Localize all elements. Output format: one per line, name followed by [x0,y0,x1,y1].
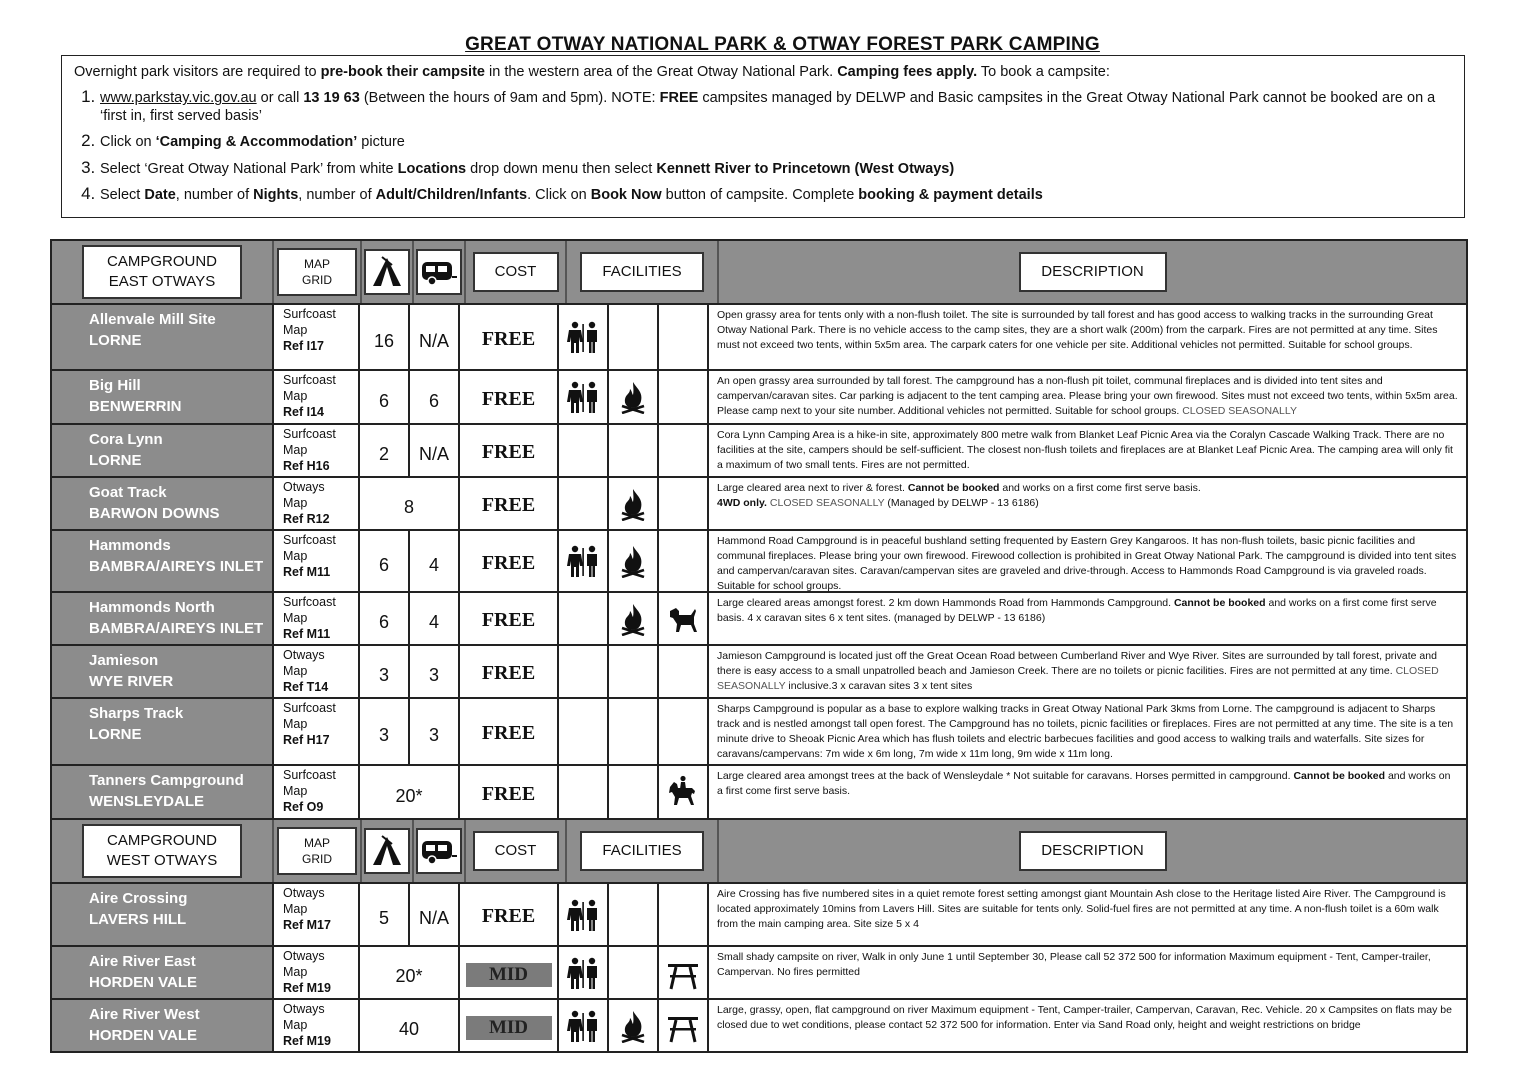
header-map-grid: MAP GRID [277,827,357,875]
caravan-sites: N/A [408,884,458,945]
tent-sites: 6 [358,531,408,591]
table-row [52,478,1466,531]
table-row [52,531,1466,593]
description: An open grassy area surrounded by tall forest. The campground has a non-flush pit toilet, communal fireplaces and is divided into tent sites and campervan/caravan sites. Car parking is adjacent to the tent camping area. Please bring your own firewood. Sites must not exceed two tents, within 5x5m area. Please camp next to your site number. Additional vehicles not permitted. Suitable for school groups. CLOSED SEASONALLY [707,371,1466,423]
campground-name: Tanners Campground WENSLEYDALE [52,766,272,818]
header-campground: CAMPGROUND WEST OTWAYS [82,824,242,878]
caravan-sites: 4 [408,531,458,591]
toilet-icon [566,320,600,354]
total-sites: 20* [358,947,458,998]
cost-value: MID [466,963,552,987]
header-west [52,820,1466,884]
picnic-table-icon [666,1009,700,1043]
header-facilities: FACILITIES [580,831,704,871]
table-row [52,766,1466,820]
campground-name: Allenvale Mill Site LORNE [52,305,272,369]
step-3: 3. Select ‘Great Otway National Park’ from white Locations drop down menu then select Kennett River to Princetown (West Otways) [100,158,1452,178]
description: Jamieson Campground is located just off the Great Ocean Road between Cumberland River and Wye River. Sites are surrounded by tall forest, private and there is easy access to a small unpatrolled beach and Jamieson Creek. There are no toilets or picnic facilities. Fires are not permitted at any time. CLOSED SEASONALLY inclusive.3 x caravan sites 3 x tent sites [707,646,1466,697]
cost-value: FREE [458,646,557,697]
booking-steps [74,87,1452,204]
tent-sites: 16 [358,305,408,369]
description: Large cleared areas amongst forest. 2 km down Hammonds Road from Hammonds Campground. Cannot be booked and works on a first come first serve basis. 4 x caravan sites 6 x tent sites. (managed by DELWP - 13 6186) [707,593,1466,644]
cost-value: FREE [458,531,557,591]
cost-value: FREE [458,371,557,423]
cost-value: FREE [458,478,557,529]
header-description: DESCRIPTION [1019,252,1167,292]
description: Open grassy area for tents only with a non-flush toilet. The site is surrounded by tall forest and has good access to walking tracks in the surrounding Great Otway National Park. There is no vehicle access to the camp sites, they are a short walk (200m) from the carpark. Fires are not permitted at any time. Sites must not exceed two tents, within 5x5m area. The carpark caters for one vehicle per site. Additional vehicles not permitted. Suitable for school groups. [707,305,1466,369]
total-sites: 8 [358,478,458,529]
map-ref: Surfcoast Map Ref M11 [272,531,358,591]
map-ref: Otways Map Ref T14 [272,646,358,697]
table-row [52,646,1466,699]
map-ref: Surfcoast Map Ref M11 [272,593,358,644]
table-row [52,425,1466,478]
picnic-table-icon [666,956,700,990]
cost-value: FREE [458,305,557,369]
table-row [52,699,1466,766]
header-map-grid: MAP GRID [277,248,357,296]
campground-name: Hammonds BAMBRA/AIREYS INLET [52,531,272,591]
map-ref: Surfcoast Map Ref I14 [272,371,358,423]
campfire-icon [616,1009,650,1043]
caravan-sites: 3 [408,646,458,697]
campground-name: Aire River West HORDEN VALE [52,1000,272,1051]
header-facilities: FACILITIES [580,252,704,292]
description: Aire Crossing has five numbered sites in a quiet remote forest setting amongst giant Mountain Ash close to the Heritage listed Aire River. The Campground is located approximately 10mins from Lavers Hill. Sites are suitable for tents only. Solid-fuel fires are not permitted at any time. A non-flush toilet is a 60m walk from the main camping area. Site size 5 x 4 [707,884,1466,945]
description: Small shady campsite on river, Walk in only June 1 until September 30, Please call 52 372 500 for information Maximum equipment - Tent, Camper-trailer, Campervan. No fires permitted [707,947,1466,998]
header-cost: COST [473,252,559,292]
map-ref: Otways Map Ref M17 [272,884,358,945]
map-ref: Otways Map Ref M19 [272,1000,358,1051]
horse-rider-icon [666,775,700,809]
map-ref: Surfcoast Map Ref H16 [272,425,358,476]
booking-instructions [61,55,1465,218]
map-ref: Otways Map Ref M19 [272,947,358,998]
step-1: 1. www.parkstay.vic.gov.au or call 13 19 63 (Between the hours of 9am and 5pm). NOTE: FREE campsites managed by DELWP and Basic campsites in the Great Otway National Park cannot be booked are on a ‘first in, first served basis’ [100,87,1452,125]
toilet-icon [566,380,600,414]
tent-sites: 3 [358,646,408,697]
header-campground: CAMPGROUND EAST OTWAYS [82,245,242,299]
campground-table [50,239,1468,1053]
header-cost: COST [473,831,559,871]
caravan-icon [416,249,462,295]
booking-link[interactable]: www.parkstay.vic.gov.au [100,90,257,107]
cost-value: FREE [458,699,557,764]
campfire-icon [616,487,650,521]
caravan-icon [416,828,462,874]
cost-value: FREE [458,884,557,945]
description: Hammond Road Campground is in peaceful bushland setting frequented by Eastern Grey Kangaroos. It has non-flush toilets, basic picnic facilities and communal fireplaces. Please bring your own firewood. Firewood collection is prohibited in Great Otway National Park. The campground is divided into tent sites and campervan/caravan sites. Caravan/campervan sites are graveled and drive-through. Access to Hammonds Road Campground is via graveled roads. Suitable for school groups. [707,531,1466,591]
cost-value: FREE [458,425,557,476]
table-row [52,947,1466,1000]
map-ref: Surfcoast Map Ref I17 [272,305,358,369]
table-row [52,305,1466,371]
tent-icon [364,828,410,874]
description: Cora Lynn Camping Area is a hike-in site, approximately 800 metre walk from Blanket Leaf Picnic Area via the Coralyn Cascade Walking Track. There are no facilities at the site, campers should be self-sufficient. The closest non-flush toilets and fireplaces are at Blanket Leaf Picnic Area. The camping area will only fit a maximum of two small tents. Fires are not permitted. [707,425,1466,476]
tent-sites: 6 [358,593,408,644]
table-row [52,1000,1466,1051]
tent-sites: 6 [358,371,408,423]
step-4: 4. Select Date, number of Nights, number of Adult/Children/Infants. Click on Book Now button of campsite. Complete booking & payment details [100,184,1452,204]
description: Large, grassy, open, flat campground on river Maximum equipment - Tent, Camper-trailer, Campervan, Caravan, Rec. Vehicle. 20 x Campsites on flats may be closed due to wet conditions, please contact 52 372 500 for information. Enter via Sand Road only, height and weight restrictions on bridge [707,1000,1466,1051]
description: Large cleared area amongst trees at the back of Wensleydale * Not suitable for caravans. Horses permitted in campground. Cannot be booked and works on a first come first serve basis. [707,766,1466,818]
caravan-sites: 6 [408,371,458,423]
toilet-icon [566,956,600,990]
caravan-sites: 3 [408,699,458,764]
campfire-icon [616,544,650,578]
dog-icon [666,602,700,636]
campground-name: Aire River East HORDEN VALE [52,947,272,998]
campground-name: Aire Crossing LAVERS HILL [52,884,272,945]
intro-text: Overnight park visitors are required to pre-book their campsite in the western area of the Great Otway National Park. Camping fees apply. To book a campsite: [74,64,1110,80]
tent-sites: 2 [358,425,408,476]
toilet-icon [566,544,600,578]
campground-name: Goat Track BARWON DOWNS [52,478,272,529]
map-ref: Surfcoast Map Ref H17 [272,699,358,764]
campground-name: Cora Lynn LORNE [52,425,272,476]
tent-icon [364,249,410,295]
campfire-icon [616,380,650,414]
campground-name: Sharps Track LORNE [52,699,272,764]
header-description: DESCRIPTION [1019,831,1167,871]
caravan-sites: 4 [408,593,458,644]
caravan-sites: N/A [408,425,458,476]
description: Large cleared area next to river & forest. Cannot be booked and works on a first come first serve basis. 4WD only. CLOSED SEASONALLY (Managed by DELWP - 13 6186) [707,478,1466,529]
caravan-sites: N/A [408,305,458,369]
tent-sites: 3 [358,699,408,764]
description: Sharps Campground is popular as a base to explore walking tracks in Great Otway National Park 3kms from Lorne. The campground is adjacent to Sharps track and is nestled amongst tall open forest. The Campground has no toilets, picnic facilities or fireplaces. Fires are not permitted at any time. The site is a ten minute drive to Sheoak Picnic Area which has flush toilets and electric barbecues facilities and good access to walking trails and waterfalls. Site sizes for caravans/campervans: 7m wide x 6m long, 7m wide x 11m long, 9m wide x 11m long. [707,699,1466,764]
map-ref: Otways Map Ref R12 [272,478,358,529]
cost-value: FREE [458,766,557,818]
step-2: 2. Click on ‘Camping & Accommodation’ picture [100,131,1452,151]
total-sites: 20* [358,766,458,818]
table-row [52,593,1466,646]
header-east [52,241,1466,305]
campground-name: Big Hill BENWERRIN [52,371,272,423]
cost-value: FREE [458,593,557,644]
campfire-icon [616,602,650,636]
campground-name: Hammonds North BAMBRA/AIREYS INLET [52,593,272,644]
map-ref: Surfcoast Map Ref O9 [272,766,358,818]
table-row [52,371,1466,425]
toilet-icon [566,1009,600,1043]
table-row [52,884,1466,947]
toilet-icon [566,898,600,932]
cost-value: MID [466,1016,552,1040]
total-sites: 40 [358,1000,458,1051]
tent-sites: 5 [358,884,408,945]
campground-name: Jamieson WYE RIVER [52,646,272,697]
page-title: GREAT OTWAY NATIONAL PARK & OTWAY FOREST PARK CAMPING [465,34,1100,55]
